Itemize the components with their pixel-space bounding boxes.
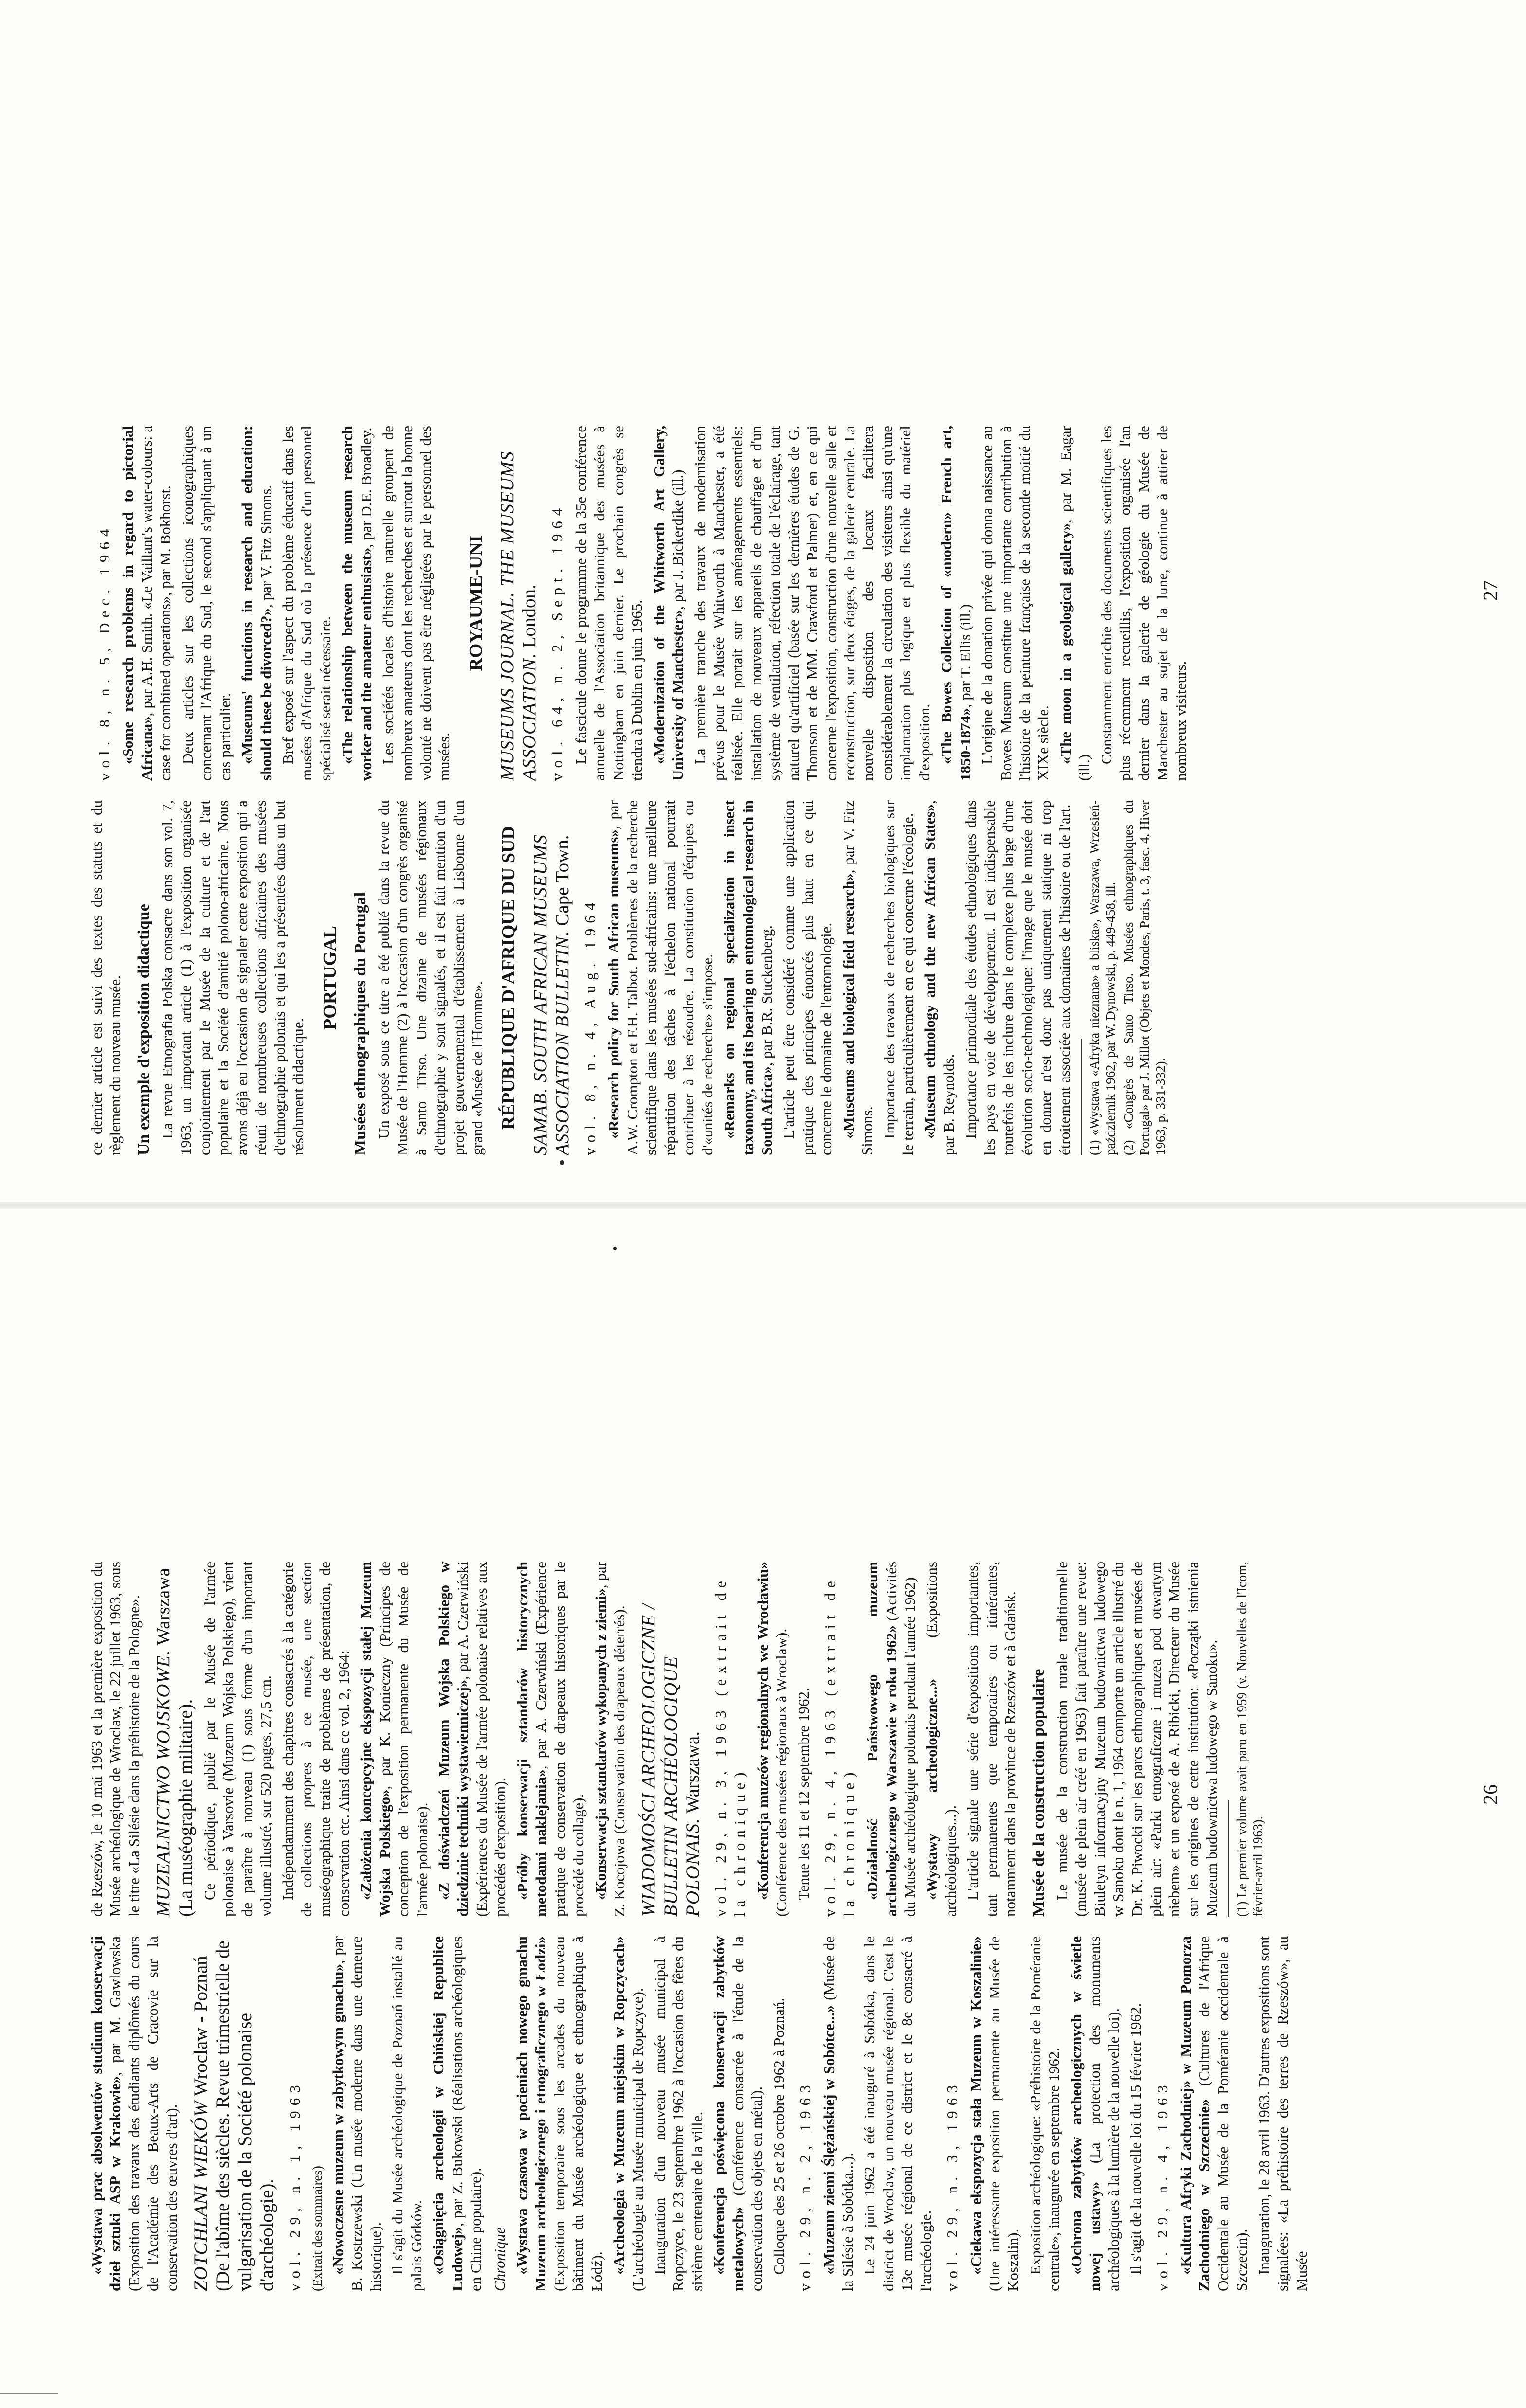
article-entry: [1177, 1936, 1252, 2291]
article-entry: [338, 426, 376, 781]
article-entry: [513, 1562, 588, 1917]
country-heading: RÉPUBLIQUE D'AFRIQUE DU SUD: [498, 826, 519, 1130]
article-summary: (L'archéologie au Musée municipal de Ropczyce).: [629, 1988, 646, 2291]
article-summary: L'origine de la donation privée qui donna naissance au Bowes Museum constitue une importante contribution à l'histoire de la peinture française de la seconde moitié du XIXe siècle.: [979, 426, 1052, 781]
body-paragraph: [880, 800, 918, 1155]
article-entry: [610, 1936, 647, 2291]
article-summary: , par B. Kostrzewski (Un musée moderne dans une demeure historique).: [329, 1936, 384, 2291]
article-entry: [923, 1562, 960, 1917]
article-title: «Konserwacja sztandarów wykopanych z ziemi»: [592, 1588, 609, 1900]
article-title: «Ciekawa ekspozycja stała Muzeum w Koszalinie»: [967, 1936, 984, 2275]
article-summary: Un exposé sous ce titre a été publié dans la revue du Musée de l'Homme (2) à l'occasion d'un congrès organisé à Santo Tirso. Une dizaine de musées régionaux d'ethnographie y sont signalés, et il est fait mention d'un projet gouvernemental d'établissement à Lisbonne d'un grand «Musée de l'Homme».: [375, 800, 486, 1155]
article-title: «Research policy for South African museums»: [605, 829, 622, 1139]
article-summary: , par K. Konieczny (Principes de conception de l'exposition permanente du Musée de l'armée polonaise).: [376, 1562, 431, 1917]
article-summary: Indépendamment des chapitres consacrés à la catégorie de collections propres à ce musée, une section muséographique traite de problèmes de présentation, de conservation etc. Ainsi dans ce vol. 2, 1964:: [279, 1562, 352, 1917]
issue-line: vol. 29, n. 3, 1963 (extrait de la chronique): [712, 1576, 748, 1917]
article-summary: (La protection des monuments archéologiques à la lumière de la nouvelle loi).: [1086, 1936, 1122, 2291]
body-paragraph: [963, 1562, 1019, 1917]
article-summary: , par T. Ellis (ill.): [956, 604, 974, 708]
issue-line: vol. 8, n. 5, Dec. 1964: [96, 523, 113, 781]
article-title: «Konferencja muzeów regionalnych we Wrocławiu»: [754, 1562, 771, 1900]
article-summary: (Expositions archéologiques...).: [923, 1562, 959, 1917]
article-title: «Museums' functions in research and education: should these be divorced?»: [238, 426, 274, 781]
article-title: «The relationship between the museum research worker and the amateur enthusiast»: [339, 426, 375, 781]
article-summary: La revue Etnografia Polska consacre dans son vol. 7, 1963, un important article (1) à l'exposition organisée conjointement par le Musée de la culture et de l'art populaire et la Société d'amitié polono-africaine. Nous avons déjà eu l'occasion de signaler cette exposition qui a réuni de nombreuses collections africaines des musées d'ethnographie polonais et qui les a présentées dans un but résolument didactique.: [159, 800, 307, 1155]
article-title: «Archeologia w Muzeum miejskim w Ropczycach»: [610, 1936, 628, 2275]
article-title: «Z doświadczeń Muzeum Wojska Polskiego w dziedzinie techniki wystawienniczej»: [436, 1562, 472, 1917]
footnote-rule: [1228, 1800, 1229, 1917]
journal-name: WIADOMOŚCI ARCHEOLOGICZNE / BULLETIN ARCHÉOLOGIQUE POLONAIS.: [638, 1603, 703, 1917]
article-summary: Le 24 juin 1962 a été inauguré à Sobótka, dans le district de Wroclaw, un nouveau musée régional. C'est le 13e musée régional de ce district et le 8e consacré à l'archéologie.: [861, 1936, 934, 2291]
article-summary: L'article signale une série d'expositions importantes, tant permanentes que temporaires ou itinérantes, notamment dans la province de Rzeszów et à Gdańsk.: [964, 1562, 1019, 1917]
body-paragraph: [962, 800, 1074, 1155]
article-entry: [592, 1562, 629, 1917]
article-summary: Exposition archéologique: «Préhistoire de la Poméranie centrale», inaugurée en septembre 1962.: [1026, 1936, 1063, 2291]
body-paragraph: [279, 1562, 354, 1917]
article-entry: [967, 1936, 1023, 2291]
article-entry: [429, 1936, 485, 2291]
article-title: «Ochrona zabytków archeologicznych w świetle nowej ustawy»: [1067, 1936, 1104, 2291]
article-title: «Konferencja poświęcona konserwacji zabytków metalowych»: [710, 1936, 746, 2291]
body-paragraph: [1026, 1936, 1064, 2291]
body-paragraph: [572, 426, 647, 781]
article-summary: Constamment enrichie des documents scientifiques les plus récemment recueillis, l'exposition organisée l'an dernier dans la galerie de géologie du Musée de Manchester au sujet de la lune, continue à attirer de nombreux visiteurs.: [1097, 426, 1190, 781]
article-summary: , par A.H. Smith. «Le Vaillant's water-colours: a case for combined operations», par M. Bokhorst.: [138, 426, 174, 781]
article-summary: , par M. Eagar (ill.): [1056, 426, 1093, 781]
body-paragraph: [691, 426, 934, 781]
body-paragraph: [200, 1562, 275, 1917]
footnote-rule: [1081, 1039, 1082, 1155]
article-entry: [754, 1562, 791, 1917]
journal-title: [152, 1562, 196, 1917]
article-title: «Wystawa czasowa w pocieniach nowego gmachu Muzeum archeologicznego i etnograficznego w Łodzi»: [513, 1936, 549, 2291]
article-title: «Wystawa prac absolwentów studium konserwacji dzieł sztuki ASP w Krakowie»: [88, 1936, 124, 2291]
body-paragraph: [780, 800, 836, 1155]
article-entry: [513, 1936, 606, 2291]
article-summary: Ce périodique, publié par le Musée de l'armée polonaise à Varsovie (Muzeum Wojska Polskiego), vient de paraître à nouveau (1) sous forme d'un important volume illustré, sur 520 pages, 27,5 cm.: [200, 1562, 274, 1917]
footnote: (1) «Wystawa «Afryka nieznana» a bliska», Warszawa, Wrzesień-październik 1962, par W. Dynowski, p. 449-458, ill.: [1087, 800, 1118, 1155]
article-entry: [1056, 426, 1094, 781]
footnote: (1) Le premier volume avait paru en 1959 (v. Nouvelles de l'Icom, février-avril 1963).: [1234, 1562, 1265, 1917]
article-summary: ce dernier article est suivi des textes des statuts et du règlement du nouveau musée.: [88, 800, 124, 1155]
journal-title: [637, 1562, 704, 1917]
body-paragraph: [860, 1936, 935, 2291]
article-summary: Il s'agit de la nouvelle loi du 15 février 1962.: [1127, 2003, 1144, 2275]
page-number-26: 26: [1480, 1784, 1502, 1805]
body-paragraph: [1126, 1936, 1145, 2291]
article-summary: , par V. Fitz Simons.: [839, 800, 876, 1155]
article-summary: (Cultures de l'Afrique Occidentale au Musée de la Poméranie occidentale à Szczecin).: [1196, 1936, 1251, 2291]
body-paragraph: [1097, 426, 1191, 781]
article-entry: [1067, 1936, 1123, 2291]
article-title: «Założenia koncepcyjne ekspozycji stałej Muzeum Wojska Polskiego»: [357, 1562, 393, 1917]
issue-line: vol. 8, n. 4, Aug. 1964: [581, 897, 599, 1155]
journal-place: Warszawa (La muséographie militaire).: [153, 1568, 196, 1917]
body-paragraph: [158, 800, 308, 1155]
article-entry: [435, 1562, 510, 1917]
body-paragraph: [1255, 1936, 1311, 2291]
issue-line: vol. 29, n. 4, 1963 (extrait de la chronique): [821, 1576, 857, 1917]
body-paragraph: [379, 426, 454, 781]
article-summary: Il s'agit du Musée archéologique de Poznań installé au palais Górków.: [389, 1936, 425, 2291]
journal-name: MUZEALNICTWO WOJSKOWE.: [153, 1650, 174, 1917]
body-paragraph: [179, 426, 235, 781]
article-summary: Le musée de la construction rurale traditionnelle (musée de plein air créé en 1963) fait paraître une revue: Biuletyn informacyjny Muzeum budownictwa ludowego w Sanoku dont le n. 1, 1964 comporte un article illustré du Dr. K. Piwocki sur les parcs ethnographiques et musées de plein air: «Parki etnograficzne i muzea pod otwartym niebem» et un exposé de A. Ribicki, Directeur du Musée sur les origines de cette institution: «Początki istnienia Muzeum budownictwa ludowego w Sanoku».: [1053, 1562, 1220, 1917]
body-paragraph: [279, 426, 335, 781]
article-entry: [238, 426, 275, 781]
article-summary: Deux articles sur les collections iconographiques concernant l'Afrique du Sud, le second s'appliquant à un cas particulier.: [179, 426, 234, 781]
page-number-27: 27: [1480, 580, 1502, 601]
article-title: «The Bowes Collection of «modern» French art, 1850-1874»: [938, 426, 974, 781]
article-summary: Colloque des 25 et 26 octobre 1962 à Poznań.: [770, 1997, 787, 2275]
article-title: «Museum ethnology and the new African States»: [921, 804, 939, 1139]
body-paragraph: [770, 1936, 788, 2291]
journal-title: [190, 1936, 278, 2291]
body-paragraph: [375, 800, 487, 1155]
issue-line: vol. 29, n. 3, 1963: [944, 2080, 961, 2291]
article-summary: , par A. Czerwiński (Expérience pratique de conservation de drapeaux historiques par le procédé du collage).: [532, 1562, 587, 1917]
article-summary: Les sociétés locales d'histoire naturelle groupent de nombreux amateurs dont les recherches et surtout la bonne volonté ne doivent pas être négligées par le personnel des musées.: [380, 426, 453, 781]
journal-name: ZOTCHLANI WIEKÓW: [190, 2101, 212, 2291]
article-entry: [839, 800, 877, 1155]
article-summary: Importance primordiale des études ethnologiques dans les pays en voie de développement. Il est indispensable toutefois de les inclure dans le complexe plus large d'une évolution socio-technologique: l'image que le musée doit en donner n'est donc pas uniquement statique ni trop étroitement associée aux domaines de l'histoire ou de l'art.: [962, 800, 1073, 1155]
issue-line: vol. 29, n. 4, 1963: [1153, 2080, 1171, 2291]
page26-column-2: [88, 1562, 1440, 1917]
body-paragraph: [388, 1936, 426, 2291]
article-title: «Osiągnięcia archeologii w Chińskiej Republice Ludowej»: [430, 1936, 466, 2291]
body-paragraph: [88, 1562, 144, 1917]
article-summary: (Conférence consacrée à l'étude de la conservation des objets en métal).: [729, 1936, 765, 2291]
article-summary: , par Z. Kocojowa (Conservation des drapeaux déterrés).: [592, 1562, 628, 1917]
journal-place: Warszawa.: [682, 1731, 703, 1818]
article-summary: Inauguration, le 28 avril 1963. D'autres expositions sont signalées: «La préhistoire des terres de Rzeszów», au Musée: [1255, 1936, 1310, 2291]
article-entry: [88, 1936, 181, 2291]
journal-place: Wroclaw - Poznań (De l'abîme des siècles. Revue trimestrielle de vulgarisation de la Société polonaise d'archéologie).: [190, 1941, 277, 2291]
article-title: «Wystawy archeologiczne...»: [923, 1678, 941, 1900]
body-paragraph: [1053, 1562, 1221, 1917]
article-entry: [329, 1936, 385, 2291]
article-summary: , par V. Fitz Simons.: [257, 485, 274, 608]
article-summary: Importance des travaux de recherches biologiques sur le terrain, particulièrement en ce qui concerne l'écologie.: [880, 800, 916, 1155]
page27-column-2: [88, 426, 1440, 781]
article-title: «Działalność Państwowego muzeum archeologicznego w Warszawie w roku 1962»: [864, 1562, 900, 1917]
article-summary: (Exposition temporaire sous les arcades du nouveau bâtiment du Musée archéologique et ethnographique à Łódź).: [550, 1936, 605, 2291]
article-entry: [650, 426, 688, 781]
article-entry: [710, 1936, 766, 2291]
body-paragraph: [795, 1562, 813, 1917]
page27-column-1: [88, 800, 1440, 1155]
article-entry: [604, 800, 717, 1155]
article-summary: , par M. Gawlowska (Exposition des travaux des étudiants diplômés du cours de l'Académie des Beaux-Arts de Cracovie sur la conservation des œuvres d'art).: [107, 1936, 180, 2291]
body-paragraph: [651, 1936, 707, 2291]
article-summary: (Musée de la Silésie à Sobótka...).: [820, 1936, 856, 2291]
chronicle-label: Chronique: [490, 2227, 508, 2291]
article-summary: , par A. Czerwiński (Expériences du Musée de l'armée polonaise relatives aux procédés d'exposition).: [454, 1562, 509, 1917]
article-entry: [921, 800, 958, 1155]
article-entry: [720, 800, 776, 1155]
country-heading: ROYAUME-UNI: [465, 535, 486, 671]
article-title: «Remarks on regional specialization in insect taxonomy, and its bearing on entomological research in South Africa»: [721, 800, 775, 1155]
article-summary: de Rzeszów, le 10 mai 1963 et la première exposition du Musée archéologique de Wroclaw, le 22 juillet 1963, sous le titre «La Silésie dans la préhistoire de la Pologne».: [88, 1562, 143, 1917]
section-subheading: Un exemple d'exposition didactique: [134, 904, 153, 1155]
article-summary: (Une intéressante exposition permanente au Musée de Koszalin).: [986, 1936, 1022, 2291]
article-title: «Some research problems in regard to pictorial Africana»: [119, 426, 155, 781]
article-title: «Nowoczesne muzeum w zabytkowym gmachu»: [329, 1963, 347, 2275]
issue-line: vol. 64, n. 2, Sept. 1964: [548, 503, 566, 781]
article-summary: Inauguration d'un nouveau musée municipal à Ropczyce, le 23 septembre 1962 à l'occasion des fêtes du sixième centenaire de la ville.: [651, 1936, 706, 2291]
article-summary: , par J. Bickerdike (ill.): [669, 469, 687, 610]
article-summary: , par Z. Bukowski (Réalisations archéologiques en Chine populaire).: [448, 1936, 485, 2291]
article-entry: [119, 426, 175, 781]
journal-title: [496, 426, 540, 781]
article-title: «The moon in a geological gallery»: [1056, 523, 1074, 764]
article-summary: L'article peut être considéré comme une application pratique des principes énoncés plus haut en ce qui concerne le domaine de l'entomologie.: [780, 800, 835, 1155]
country-heading: PORTUGAL: [319, 926, 340, 1030]
journal-name: SAMAB. SOUTH AFRICAN MUSEUMS ASSOCIATION BULLETIN.: [529, 834, 573, 1155]
article-entry: [820, 1936, 857, 2291]
article-summary: , par B. Reynolds.: [921, 800, 957, 1155]
body-paragraph: [88, 800, 125, 1155]
article-summary: La première tranche des travaux de modernisation prévus pour le Musée Whitworth à Manchester, a été réalisée. Elle portait sur les aménagements essentiels: installation de nouveaux appareils de chauffage et d'un système de ventilation, réfection totale de l'éclairage, tant naturel qu'artificiel (basée sur les dernières études de G. Thomson et de MM. Crawford et Palmer) et, en ce qui concerne l'exposition, construction d'une nouvelle salle et reconstruction, sur deux étages, de la galerie centrale. La nouvelle disposition des locaux facilitera considérablement la circulation des visiteurs ainsi qu'une implantation plus logique et plus flexible du matériel d'exposition.: [691, 426, 933, 781]
article-summary: Bref exposé sur l'aspect du problème éducatif dans les musées d'Afrique du Sud où la présence d'un personnel spécialisé serait nécessaire.: [279, 426, 334, 781]
article-summary: (Conférence des musées régionaux à Wroclaw).: [773, 1628, 790, 1917]
article-title: «Kultura Afryki Zachodniej» w Muzeum Pomorza Zachodniego w Szczecinie»: [1177, 1936, 1213, 2291]
article-summary: , par A.W. Crompton et F.H. Talbot. Problèmes de la recherche scientifique dans les musées sud-africains: une meilleure répartition des tâches à l'échelon national pourrait contribuer à les résoudre. La constitution d'équipes ou d'«unités de recherche» s'impose.: [605, 800, 716, 1155]
article-entry: [863, 1562, 919, 1917]
body-paragraph: [978, 426, 1053, 781]
journal-name: MUSEUMS JOURNAL. THE MUSEUMS ASSOCIATION.: [496, 451, 540, 781]
section-subheading: Musée de la construction populaire: [1029, 1669, 1048, 1917]
article-title: «Modernization of the Whitworth Art Gallery, University of Manchester»: [650, 426, 687, 781]
article-summary: (Activités du Musée archéologique polonais pendant l'année 1962): [882, 1562, 919, 1917]
issue-line: vol. 29, n. 1, 1963: [286, 2080, 304, 2291]
page26-column-1: [88, 1936, 1440, 2291]
issue-line: vol. 29, n. 2, 1963: [797, 2080, 814, 2291]
article-entry: [357, 1562, 432, 1917]
footnote: (2) «Congrès de Santo Tirso. Musées ethnographiques du Portugal» par J. Millot (Objets et Mondes, Paris, t. 3, fasc. 4, Hiver 1963, p. 331-332).: [1121, 800, 1168, 1155]
page-26: [0, 1204, 1526, 2408]
article-summary: Tenue les 11 et 12 septembre 1962.: [795, 1688, 812, 1900]
section-subheading: Musées ethnographiques du Portugal: [351, 892, 369, 1155]
note-text: (Extrait des sommaires): [309, 2166, 325, 2291]
article-title: «Próby konserwacji sztandarów historycznych metodami naklejania»: [513, 1562, 550, 1917]
article-summary: , par D.E. Broadley.: [357, 427, 375, 548]
article-summary: , par B.R. Stuckenberg.: [758, 925, 775, 1066]
journal-place: London.: [519, 584, 540, 653]
article-summary: Le fascicule donne le programme de la 35e conférence annuelle de l'Association britannique des musées à Nottingham en juin dernier. Le prochain congrès se tiendra à Dublin en juin 1965.: [572, 426, 646, 781]
article-title: «Museums and biological field research»: [839, 873, 857, 1139]
journal-place: Cape Town.: [551, 835, 573, 931]
journal-title: [529, 800, 573, 1155]
article-title: «Muzeum ziemi Ślężańskiej w Sobótce...»: [820, 2005, 837, 2275]
article-entry: [937, 426, 975, 781]
